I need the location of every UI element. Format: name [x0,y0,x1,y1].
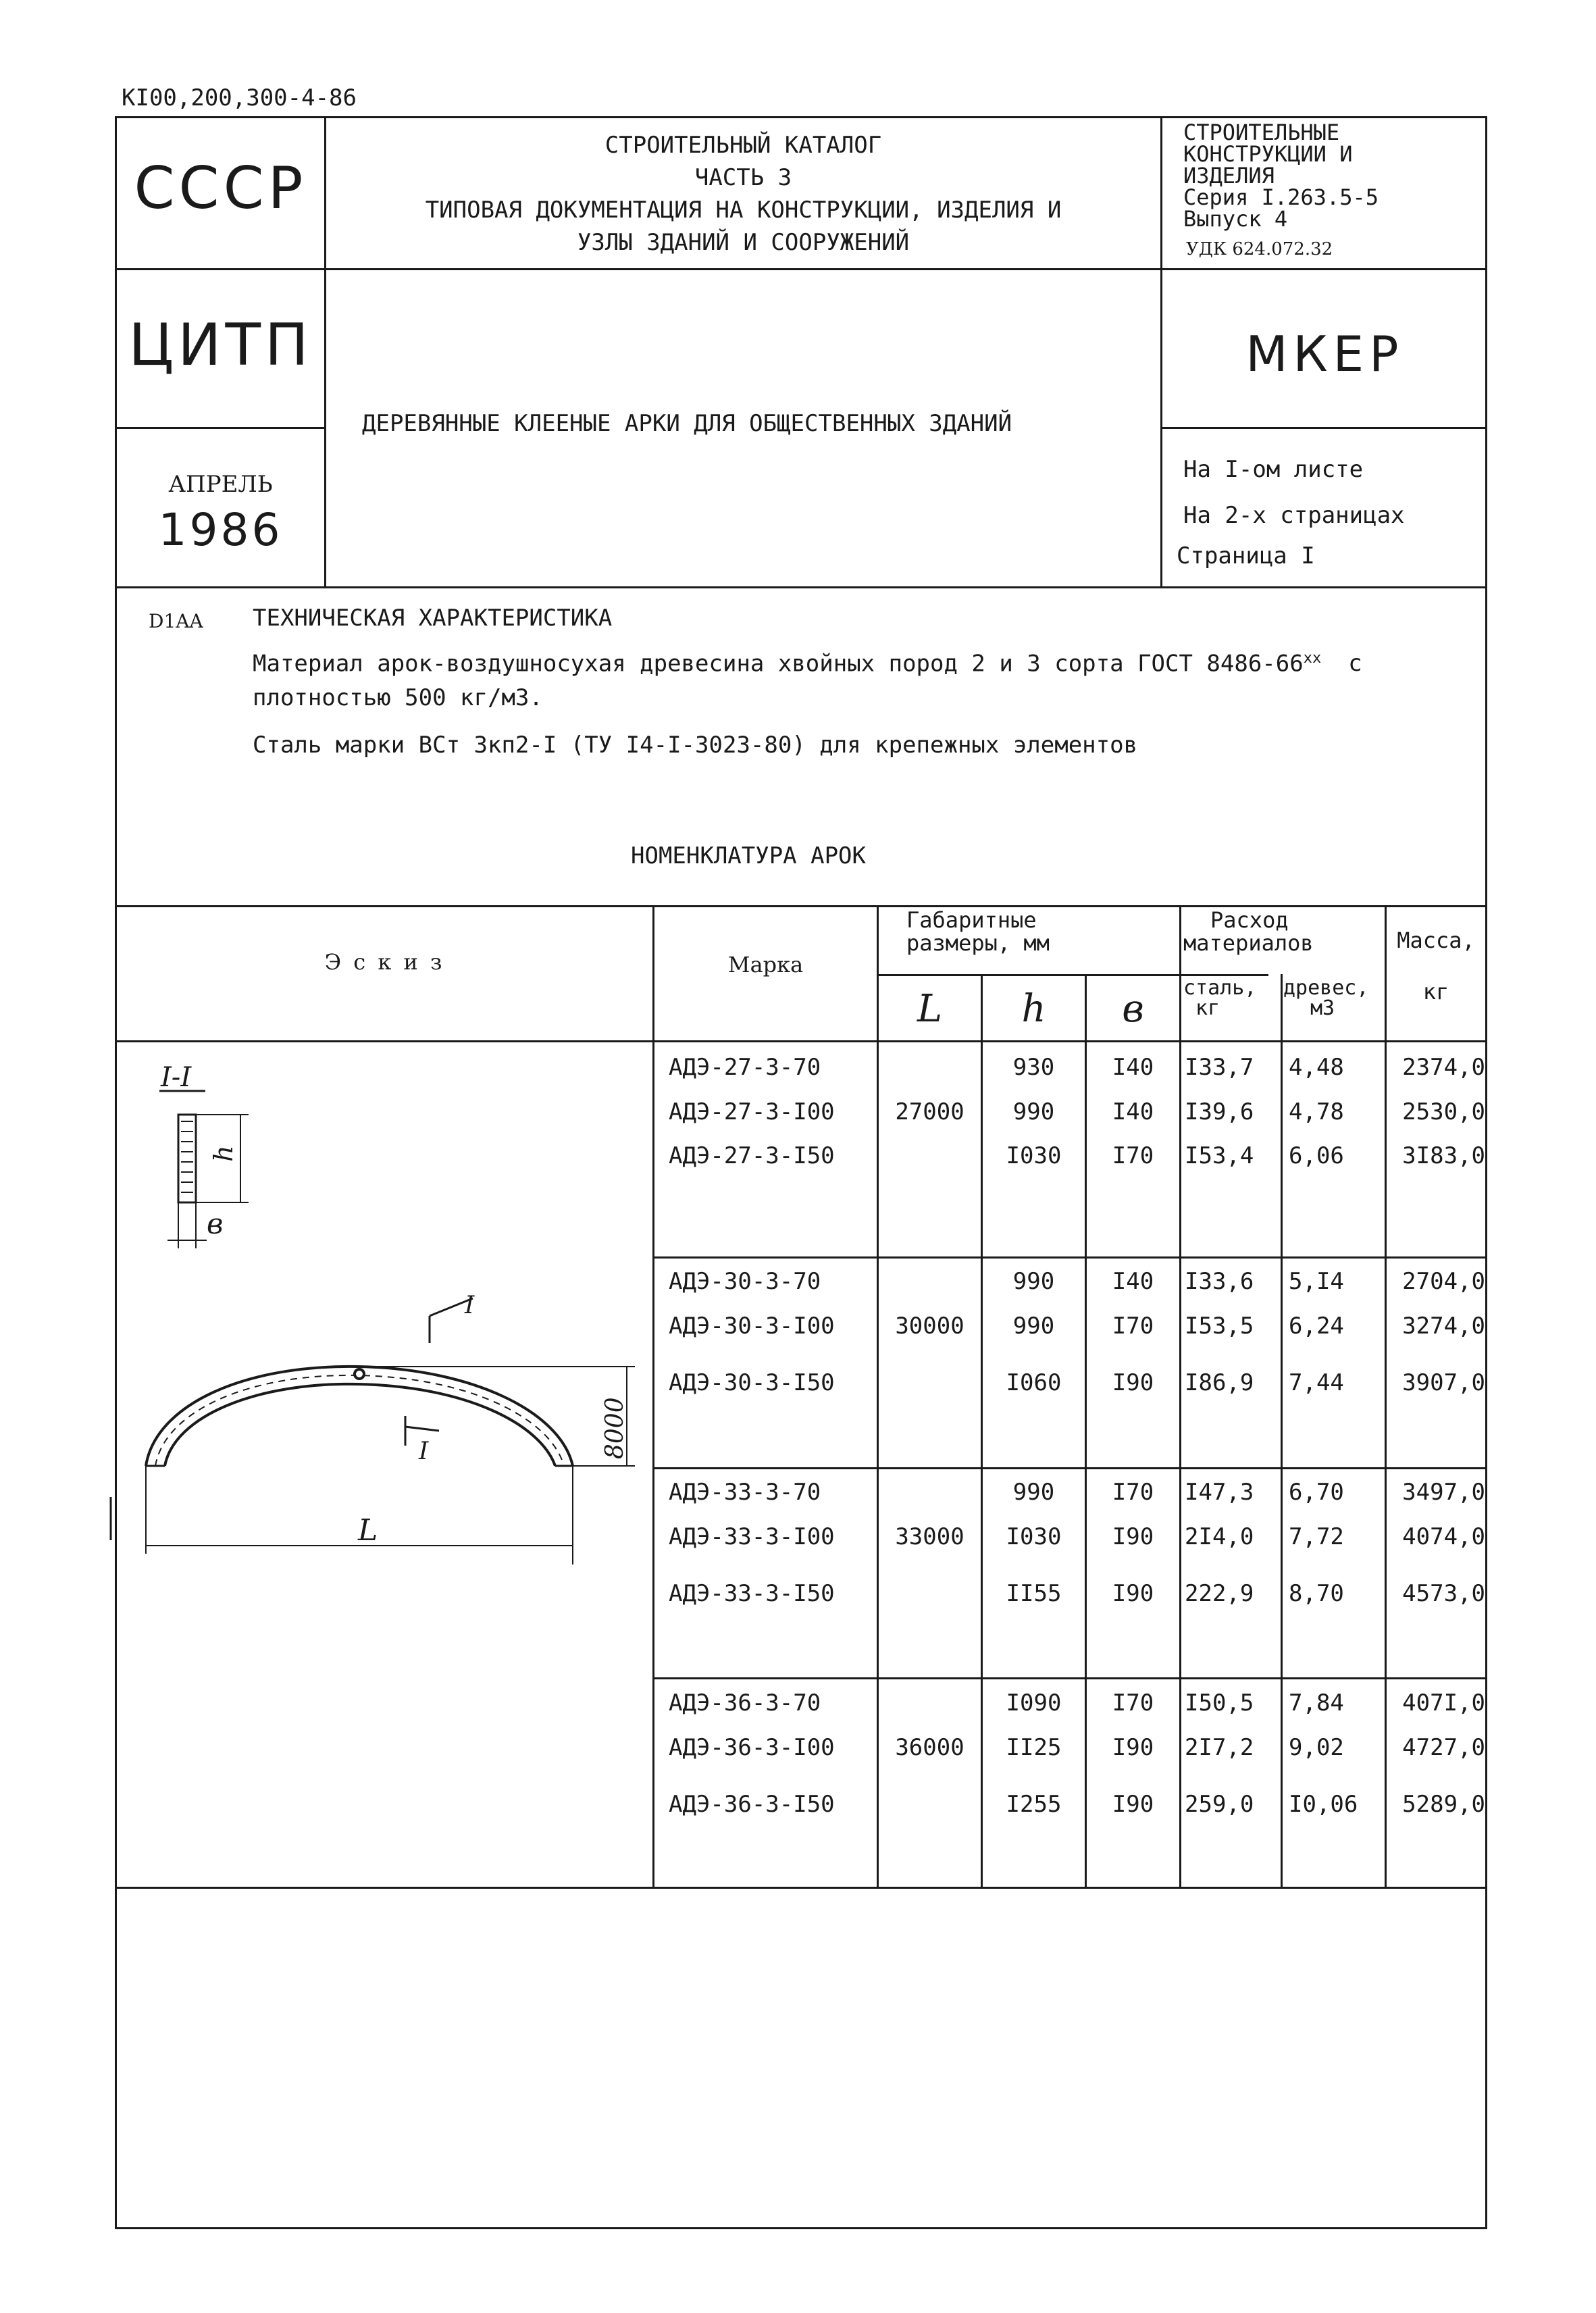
issue-number: Выпуск 4 [1183,206,1288,232]
header-materials-2: материалов [1183,930,1314,956]
cell-steel: 2I7,2 [1185,1734,1254,1761]
cell-wood: 6,70 [1289,1479,1344,1506]
cell-wood: 9,02 [1289,1734,1344,1761]
tech-density-line: плотностью 500 кг/м3. [253,684,543,711]
cell-L: 33000 [895,1523,964,1550]
cell-steel: I86,9 [1185,1369,1254,1396]
cell-mark: АДЭ-33-3-70 [669,1479,821,1506]
header-mass-2: кг [1422,979,1449,1005]
cell-b: I90 [1112,1523,1154,1550]
cell-b: I70 [1112,1313,1154,1340]
cell-h: I090 [1006,1689,1062,1717]
sheet-line: На I-ом листе [1183,456,1364,483]
cell-b: I90 [1112,1734,1154,1761]
catalog-line: ТИПОВАЯ ДОКУМЕНТАЦИЯ НА КОНСТРУКЦИИ, ИЗДЕЛИЯ И [425,197,1062,224]
cell-mass: 4573,0 [1402,1580,1485,1607]
section-label: I-I [161,1062,192,1093]
cell-mass: 4727,0 [1402,1734,1485,1761]
cell-mass: 3274,0 [1402,1313,1485,1340]
cell-b: I90 [1112,1791,1154,1818]
catalog-line: СТРОИТЕЛЬНЫЙ КАТАЛОГ [604,132,882,159]
cell-mark: АДЭ-30-3-I00 [669,1313,835,1340]
cell-mass: 5289,0 [1402,1791,1485,1818]
section-b-label: в [207,1207,224,1240]
org-ussr: СССР [134,155,307,222]
cell-wood: 7,72 [1289,1523,1344,1550]
udk-code: УДК 624.072.32 [1186,239,1333,259]
header-b: в [1122,987,1144,1031]
tech-gost-superscript: хх [1303,650,1322,667]
cell-wood: 5,I4 [1289,1268,1344,1295]
table-title: НОМЕНКЛАТУРА АРОК [631,842,866,869]
header-wood-1: древес, [1283,976,1369,1000]
cell-L: 30000 [895,1313,964,1340]
cell-steel: I53,4 [1185,1142,1254,1169]
cell-steel: I53,5 [1185,1313,1254,1340]
cell-h: I255 [1006,1791,1062,1818]
tech-material-text: Материал арок-воздушносухая древесина хвойных пород 2 и 3 сорта ГОСТ 8486-66 [253,650,1304,678]
cell-h: 930 [1012,1054,1055,1081]
cell-h: 990 [1012,1268,1055,1295]
cell-mark: АДЭ-27-3-I50 [669,1142,835,1169]
cell-steel: 222,9 [1185,1580,1254,1607]
cell-wood: 7,84 [1289,1689,1344,1717]
cell-mass: 3497,0 [1402,1479,1485,1506]
cell-h: 990 [1012,1313,1055,1340]
tech-material-end: с [1348,650,1362,678]
header-steel-1: сталь, [1183,976,1257,1000]
cut-label-top: I [465,1292,475,1319]
cell-mark: АДЭ-36-3-I00 [669,1734,835,1761]
org-citp: ЦИТП [128,311,313,379]
issue-month: АПРЕЛЬ [168,471,273,498]
header-dims-1: Габаритные [906,907,1037,933]
cell-mark: АДЭ-36-3-I50 [669,1791,835,1818]
arch-span-label: L [358,1513,378,1548]
tech-steel-line: Сталь марки ВСт 3кп2-I (ТУ I4-I-3023-80) для крепежных элементов [253,732,1138,759]
cell-mass: 4074,0 [1402,1523,1485,1550]
cell-b: I40 [1112,1268,1154,1295]
document-code: КI00,200,300-4-86 [122,84,357,111]
header-h: h [1021,987,1046,1031]
cell-b: I40 [1112,1054,1154,1081]
sheet-line: На 2-х страницах [1183,502,1405,529]
tech-code: D1AA [149,610,203,632]
arch-height-label: 8000 [601,1397,629,1459]
cell-steel: I50,5 [1185,1689,1254,1717]
header-mass-1: Масса, [1397,927,1475,953]
issue-year: 1986 [158,504,283,556]
header-sketch: Э с к и з [324,949,445,975]
cell-h: I030 [1006,1523,1062,1550]
cell-h: I030 [1006,1142,1062,1169]
cell-steel: I33,7 [1185,1054,1254,1081]
cell-wood: 6,06 [1289,1142,1344,1169]
header-dims-2: размеры, мм [906,930,1050,956]
catalog-line: ЧАСТЬ 3 [694,164,792,191]
cell-b: I90 [1112,1369,1154,1396]
header-mark: Марка [727,952,804,977]
cell-mark: АДЭ-30-3-70 [669,1268,821,1295]
tech-heading: ТЕХНИЧЕСКАЯ ХАРАКТЕРИСТИКА [253,605,613,632]
cell-mass: 407I,0 [1402,1689,1485,1717]
mker-code: МКЕР [1245,326,1404,382]
series-line: КОНСТРУКЦИИ И [1183,141,1353,167]
cell-steel: 2I4,0 [1185,1523,1254,1550]
cell-b: I70 [1112,1479,1154,1506]
cell-h: II25 [1006,1734,1062,1761]
cell-wood: 4,78 [1289,1098,1344,1125]
catalog-line: УЗЛЫ ЗДАНИЙ И СООРУЖЕНИЙ [577,229,910,256]
cell-steel: 259,0 [1185,1791,1254,1818]
header-materials-1: Расход [1210,907,1289,933]
cell-h: 990 [1012,1098,1055,1125]
header-wood-2: м3 [1310,996,1335,1020]
cell-mass: 3907,0 [1402,1369,1485,1396]
series-line: ИЗДЕЛИЯ [1183,163,1275,188]
section-h-label: h [209,1145,238,1162]
cell-mark: АДЭ-33-3-I50 [669,1580,835,1607]
cell-mass: 2374,0 [1402,1054,1485,1081]
cross-section-detail [159,1091,249,1248]
cell-mark: АДЭ-27-3-I00 [669,1098,835,1125]
cell-b: I90 [1112,1580,1154,1607]
cell-wood: 8,70 [1289,1580,1344,1607]
series-line: СТРОИТЕЛЬНЫЕ [1183,120,1340,145]
cell-mark: АДЭ-36-3-70 [669,1689,821,1717]
page-number: Страница I [1177,542,1315,569]
cell-mass: 3I83,0 [1402,1142,1485,1169]
cell-wood: 7,44 [1289,1369,1344,1396]
cell-h: II55 [1006,1580,1062,1607]
cell-b: I70 [1112,1142,1154,1169]
header-steel-2: кг [1195,996,1220,1020]
document-title: ДЕРЕВЯННЫЕ КЛЕЕНЫЕ АРКИ ДЛЯ ОБЩЕСТВЕННЫХ ЗДАНИЙ [362,410,1012,437]
cell-L: 27000 [895,1098,964,1125]
cell-mark: АДЭ-30-3-I50 [669,1369,835,1396]
header-L: L [917,987,943,1031]
cell-steel: I39,6 [1185,1098,1254,1125]
cell-wood: 6,24 [1289,1313,1344,1340]
cell-steel: I33,6 [1185,1268,1254,1295]
cell-h: 990 [1012,1479,1055,1506]
cell-wood: 4,48 [1289,1054,1344,1081]
cell-mark: АДЭ-33-3-I00 [669,1523,835,1550]
series-number: Серия I.263.5-5 [1183,184,1379,210]
cell-b: I40 [1112,1098,1154,1125]
cell-L: 36000 [895,1734,964,1761]
cell-h: I060 [1006,1369,1062,1396]
cell-mass: 2530,0 [1402,1098,1485,1125]
cell-wood: I0,06 [1289,1791,1358,1818]
cell-mass: 2704,0 [1402,1268,1485,1295]
cell-b: I70 [1112,1689,1154,1717]
cell-steel: I47,3 [1185,1479,1254,1506]
cut-label-bottom: I [419,1438,429,1465]
cell-mark: АДЭ-27-3-70 [669,1054,821,1081]
